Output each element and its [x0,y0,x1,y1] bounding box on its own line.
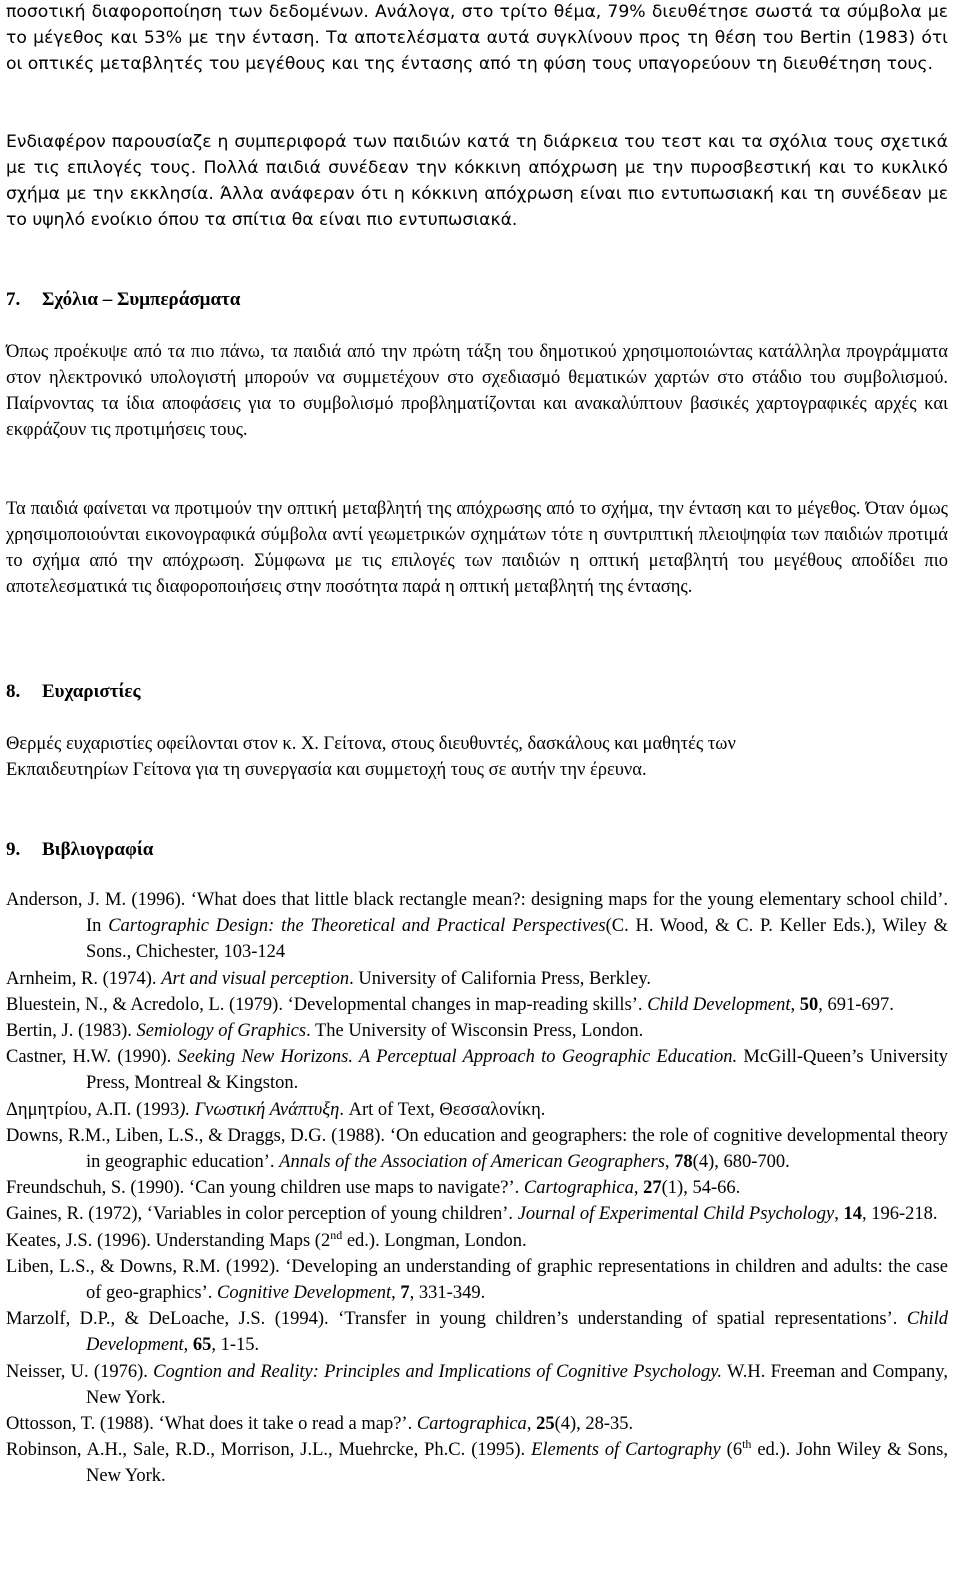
reference-list [6,887,948,1490]
section-number: 8. [6,681,21,702]
reference-item: Liben, L.S., & Downs, R.M. (1992). ‘Developing an understanding of graphic representations in children and adults: the case of geo-graphics’. Cognitive Development, 7, 331-349. [6,1256,948,1304]
reference-item: Marzolf, D.P., & DeLoache, J.S. (1994). ‘Transfer in young children’s understanding of spatial representations’. Child Development, 65, 1-15. [6,1309,948,1356]
reference-item: Gaines, R. (1972), ‘Variables in color perception of young children’. Journal of Experimental Child Psychology, 14, 196-218. [6,1204,938,1225]
reference-item: Anderson, J. M. (1996). ‘What does that little black rectangle mean?: designing maps for the young elementary school child’. In Cartographic Design: the Theoretical and Practical Perspectives(C. H. Wood, & C. P. Keller Eds.), Wiley & Sons., Chichester, 103-124 [6,890,948,963]
reference-item: Ottosson, T. (1988). ‘What does it take o read a map?’. Cartographica, 25(4), 28-35. [6,1414,634,1435]
reference-item: Castner, H.W. (1990). Seeking New Horizons. A Perceptual Approach to Geographic Education. McGill-Queen’s University Press, Montreal & Kingston. [6,1047,948,1094]
section-number: 7. [6,289,21,310]
section-7-heading [6,287,948,313]
section-7-paragraph-1: Όπως προέκυψε από τα πιο πάνω, τα παιδιά από την πρώτη τάξη του δημοτικού χρησιμοποιώντας κατάλληλα προγράμματα στον ηλεκτρονικό υπολογιστή μπορούν να συμμετέχουν στο σχεδιασμό θεματικών χαρτών στο στάδιο του συμβολισμού. Παίρνοντας τα ίδια αποφάσεις για το συμβολισμό προβληματίζονται και ανακαλύπτουν βασικές χαρτογραφικές αρχές και εκφράζουν τις προτιμήσεις τους. [6,342,948,440]
section-8-heading [6,679,948,705]
intro-paragraph-2: Ενδιαφέρον παρουσίαζε η συμπεριφορά των παιδιών κατά τη διάρκεια του τεστ και τα σχόλια τους σχετικά με τις επιλογές τους. Πολλά παιδιά συνέδεαν την κόκκινη απόχρωση με την πυροσβεστική και το κυκλικό σχήμα με την εκκλησία. Άλλα ανάφεραν ότι η κόκκινη απόχρωση είναι πιο εντυπωσιακή και τη συνέδεαν με το υψηλό ενοίκιο όπου τα σπίτια θα είναι πιο εντυπωσιακά. [6,132,948,230]
section-number: 9. [6,839,21,860]
acknowledgement-line-2: Εκπαιδευτηρίων Γείτονα για τη συνεργασία και συμμετοχή τους σε αυτήν την έρευνα. [6,760,647,780]
reference-item: Bluestein, N., & Acredolo, L. (1979). ‘Developmental changes in map-reading skills’. Child Development, 50, 691-697. [6,994,894,1015]
reference-item: Bertin, J. (1983). Semiology of Graphics. The University of Wisconsin Press, London. [6,1021,644,1042]
reference-item: Downs, R.M., Liben, L.S., & Draggs, D.G. (1988). ‘On education and geographers: the role of cognitive developmental theory in geographic education’. Annals of the Association of American Geographers, 78(4), 680-700. [6,1125,948,1173]
reference-item: Δημητρίου, Α.Π. (1993). Γνωστική Ανάπτυξη. Art of Text, Θεσσαλονίκη. [6,1099,546,1120]
reference-item: Freundschuh, S. (1990). ‘Can young children use maps to navigate?’. Cartographica, 27(1), 54-66. [6,1178,741,1199]
section-title: Βιβλιογραφία [42,839,154,860]
section-7-paragraph-2: Τα παιδιά φαίνεται να προτιμούν την οπτική μεταβλητή της απόχρωσης από το σχήμα, την ένταση και το μέγεθος. Όταν όμως χρησιμοποιούνται εικονογραφικά σύμβολα αντί γεωμετρικών σχημάτων τότε η συντριπτική πλειοψηφία των παιδιών προτιμά το σχήμα από την απόχρωση. Σύμφωνα με τις επιλογές των παιδιών η οπτική μεταβλητή του μεγέθους αποδίδει πιο αποτελεσματικά τις διαφοροποιήσεις στην ποσότητα παρά η οπτική μεταβλητή της έντασης. [6,499,948,597]
reference-item: Neisser, U. (1976). Cogntion and Reality: Principles and Implications of Cognitive Psychology. W.H. Freeman and Company, New York. [6,1361,948,1408]
reference-item: Arnheim, R. (1974). Art and visual perception. University of California Press, Berkley. [6,968,652,989]
intro-paragraph-1: ποσοτική διαφοροποίηση των δεδομένων. Ανάλογα, στο τρίτο θέμα, 79% διευθέτησε σωστά τα σύμβολα με το μέγεθος και 53% με την ένταση. Τα αποτελέσματα αυτά συγκλίνουν προς τη θέση του Bertin (1983) ότι οι οπτικές μεταβλητές του μεγέθους και της έντασης από τη φύση τους υπαγορεύουν τη διευθέτηση τους. [6,2,948,74]
section-9-heading [6,837,948,863]
section-title: Ευχαριστίες [42,681,141,702]
reference-item: Keates, J.S. (1996). Understanding Maps (2nd ed.). Longman, London. [6,1227,527,1251]
acknowledgement-line-1: Θερμές ευχαριστίες οφείλονται στον κ. Χ. Γείτονα, στους διευθυντές, δασκάλους και μαθητές των [6,734,736,754]
reference-item: Robinson, A.H., Sale, R.D., Morrison, J.L., Muehrcke, Ph.C. (1995). Elements of Cartography (6th ed.). John Wiley & Sons, New York. [6,1437,949,1487]
section-8-text [6,731,948,783]
section-title: Σχόλια – Συμπεράσματα [42,289,241,310]
